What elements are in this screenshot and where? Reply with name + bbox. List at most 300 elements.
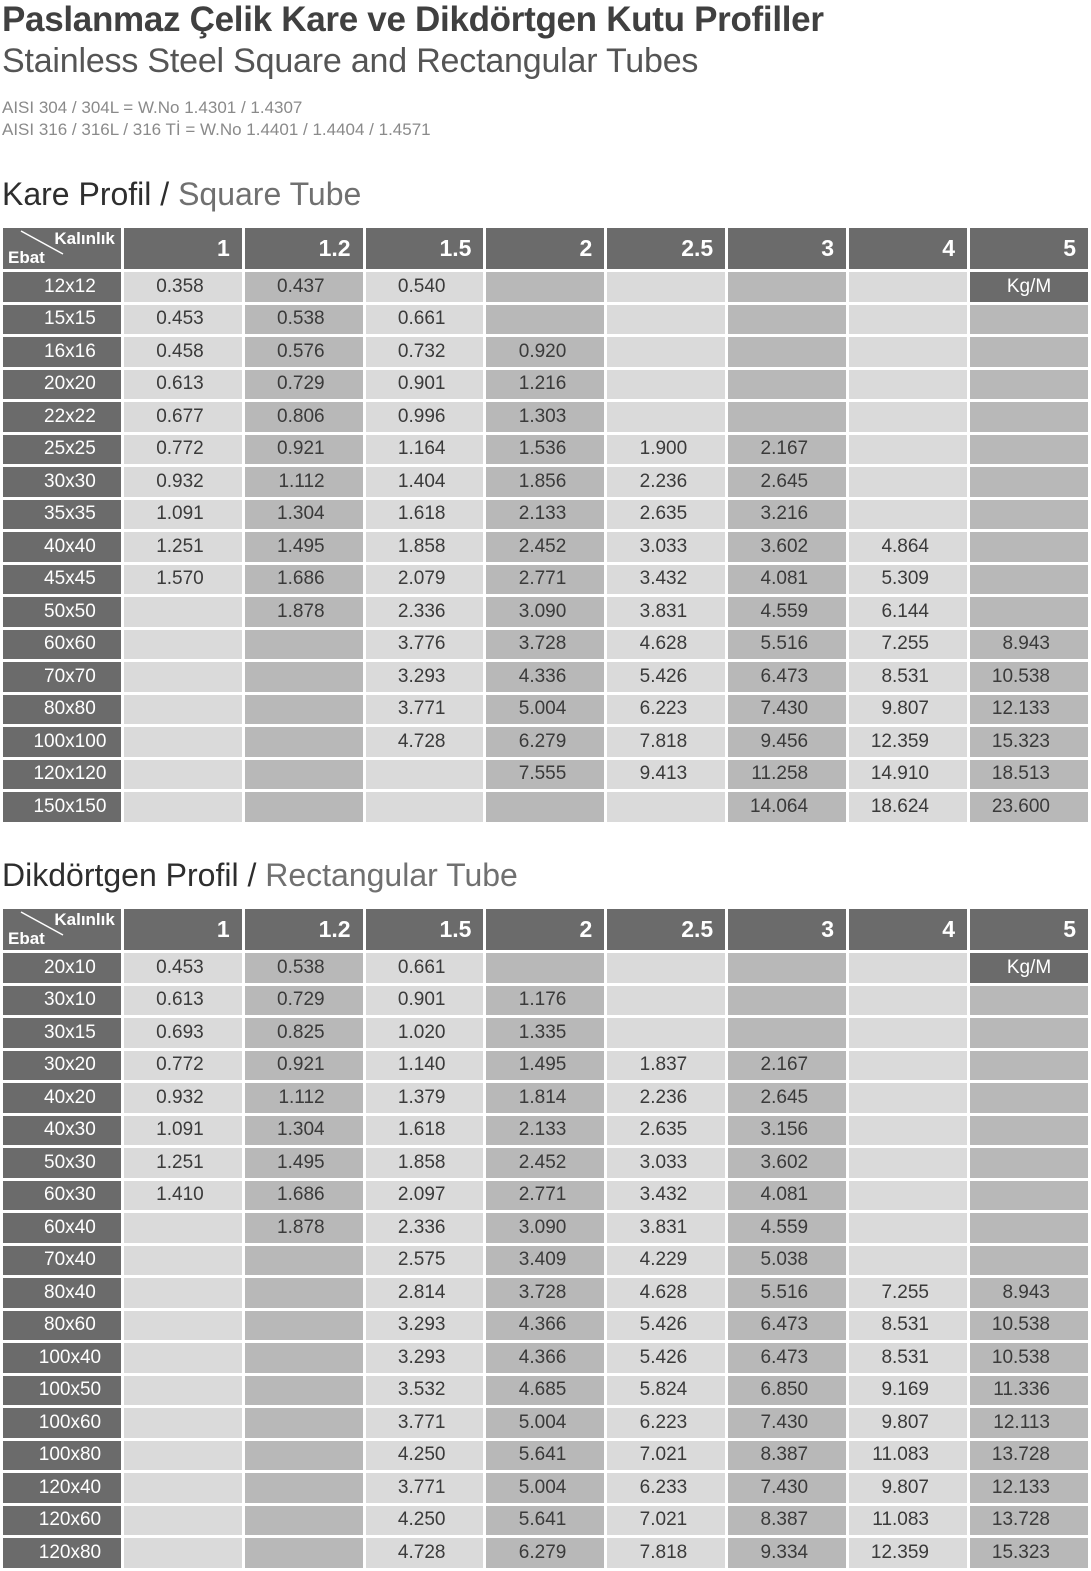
weight-cell: 2.336 bbox=[366, 597, 484, 627]
weight-cell: 6.223 bbox=[607, 695, 725, 725]
weight-cell: 1.495 bbox=[486, 1051, 604, 1081]
thickness-header-2-5: 2.5 bbox=[607, 228, 725, 269]
square-title-tr: Kare Profil / bbox=[2, 176, 170, 212]
weight-cell bbox=[124, 792, 242, 822]
weight-cell: 7.255 bbox=[849, 1278, 967, 1308]
weight-cell: 5.641 bbox=[486, 1441, 604, 1471]
weight-cell: 1.379 bbox=[366, 1083, 484, 1113]
weight-cell bbox=[124, 1311, 242, 1341]
weight-cell bbox=[124, 727, 242, 757]
size-cell: 12x12 bbox=[3, 272, 121, 302]
weight-cell: 2.814 bbox=[366, 1278, 484, 1308]
size-cell: 100x40 bbox=[3, 1343, 121, 1373]
weight-cell bbox=[970, 1148, 1088, 1178]
weight-cell bbox=[728, 272, 846, 302]
weight-cell: 6.850 bbox=[728, 1376, 846, 1406]
weight-cell: 4.559 bbox=[728, 597, 846, 627]
weight-cell: 0.996 bbox=[366, 402, 484, 432]
weight-cell: 11.336 bbox=[970, 1376, 1088, 1406]
weight-cell: 0.825 bbox=[245, 1018, 363, 1048]
thickness-header-1: 1 bbox=[124, 909, 242, 950]
weight-cell: 3.728 bbox=[486, 1278, 604, 1308]
weight-cell: 2.645 bbox=[728, 1083, 846, 1113]
weight-cell bbox=[849, 337, 967, 367]
weight-cell: 12.359 bbox=[849, 1538, 967, 1568]
weight-cell: 1.140 bbox=[366, 1051, 484, 1081]
weight-cell: 3.771 bbox=[366, 695, 484, 725]
weight-cell bbox=[486, 272, 604, 302]
size-cell: 60x30 bbox=[3, 1181, 121, 1211]
weight-cell: 5.004 bbox=[486, 695, 604, 725]
weight-cell bbox=[728, 402, 846, 432]
weight-cell bbox=[607, 953, 725, 983]
weight-cell bbox=[607, 792, 725, 822]
weight-cell: 2.575 bbox=[366, 1246, 484, 1276]
thickness-header-4: 4 bbox=[849, 909, 967, 950]
weight-cell: 2.452 bbox=[486, 532, 604, 562]
weight-cell bbox=[245, 1538, 363, 1568]
size-cell: 40x40 bbox=[3, 532, 121, 562]
weight-cell: 4.081 bbox=[728, 1181, 846, 1211]
weight-cell bbox=[607, 337, 725, 367]
weight-cell: 2.635 bbox=[607, 500, 725, 530]
size-cell: 35x35 bbox=[3, 500, 121, 530]
weight-cell: 3.293 bbox=[366, 1311, 484, 1341]
weight-cell: 0.729 bbox=[245, 370, 363, 400]
weight-cell: 4.728 bbox=[366, 727, 484, 757]
weight-cell: 13.728 bbox=[970, 1441, 1088, 1471]
weight-cell: 0.932 bbox=[124, 467, 242, 497]
alloy-line-304: AISI 304 / 304L = W.No 1.4301 / 1.4307 bbox=[2, 98, 303, 117]
weight-cell bbox=[245, 1506, 363, 1536]
table-row bbox=[3, 986, 1088, 1016]
weight-cell: 2.167 bbox=[728, 1051, 846, 1081]
weight-cell: 2.336 bbox=[366, 1213, 484, 1243]
weight-cell: 7.430 bbox=[728, 1473, 846, 1503]
table-row bbox=[3, 337, 1088, 367]
weight-cell: 2.079 bbox=[366, 565, 484, 595]
thickness-header-1: 1 bbox=[124, 228, 242, 269]
weight-cell: 0.661 bbox=[366, 953, 484, 983]
size-cell: 70x70 bbox=[3, 662, 121, 692]
weight-cell: 1.251 bbox=[124, 532, 242, 562]
weight-cell: 2.133 bbox=[486, 1116, 604, 1146]
table-row bbox=[3, 1538, 1088, 1568]
table-row bbox=[3, 272, 1088, 302]
weight-cell bbox=[970, 1246, 1088, 1276]
weight-cell: 6.144 bbox=[849, 597, 967, 627]
weight-cell bbox=[607, 272, 725, 302]
weight-cell: 3.831 bbox=[607, 1213, 725, 1243]
weight-cell bbox=[728, 1018, 846, 1048]
weight-cell: 3.728 bbox=[486, 630, 604, 660]
table-row bbox=[3, 1441, 1088, 1471]
weight-cell bbox=[970, 597, 1088, 627]
weight-cell bbox=[245, 760, 363, 790]
weight-cell: 12.113 bbox=[970, 1408, 1088, 1438]
weight-cell: 3.432 bbox=[607, 1181, 725, 1211]
size-cell: 22x22 bbox=[3, 402, 121, 432]
rectangular-header-row bbox=[3, 909, 1088, 950]
weight-cell: 9.456 bbox=[728, 727, 846, 757]
weight-cell bbox=[970, 1181, 1088, 1211]
weight-cell: 2.167 bbox=[728, 435, 846, 465]
weight-cell: 6.473 bbox=[728, 662, 846, 692]
weight-cell bbox=[486, 792, 604, 822]
weight-cell bbox=[245, 630, 363, 660]
thickness-header-3: 3 bbox=[728, 909, 846, 950]
weight-cell bbox=[849, 435, 967, 465]
weight-cell: 1.303 bbox=[486, 402, 604, 432]
weight-cell: 4.728 bbox=[366, 1538, 484, 1568]
weight-cell: 2.236 bbox=[607, 467, 725, 497]
weight-cell bbox=[849, 467, 967, 497]
size-cell: 100x100 bbox=[3, 727, 121, 757]
weight-cell bbox=[970, 1018, 1088, 1048]
weight-cell: 8.387 bbox=[728, 1506, 846, 1536]
weight-cell bbox=[970, 1083, 1088, 1113]
weight-cell bbox=[245, 1311, 363, 1341]
weight-cell: 2.236 bbox=[607, 1083, 725, 1113]
weight-cell bbox=[124, 695, 242, 725]
weight-cell: 1.495 bbox=[245, 532, 363, 562]
weight-cell: 18.624 bbox=[849, 792, 967, 822]
weight-cell: 7.430 bbox=[728, 695, 846, 725]
table-row bbox=[3, 662, 1088, 692]
weight-cell: 0.921 bbox=[245, 1051, 363, 1081]
weight-cell bbox=[970, 305, 1088, 335]
weight-cell bbox=[124, 1441, 242, 1471]
weight-cell: 10.538 bbox=[970, 1311, 1088, 1341]
weight-cell: 9.334 bbox=[728, 1538, 846, 1568]
weight-cell: 0.729 bbox=[245, 986, 363, 1016]
weight-cell bbox=[849, 370, 967, 400]
weight-cell: 0.693 bbox=[124, 1018, 242, 1048]
weight-cell: 3.293 bbox=[366, 662, 484, 692]
size-cell: 100x80 bbox=[3, 1441, 121, 1471]
weight-cell bbox=[124, 1408, 242, 1438]
weight-cell: 0.437 bbox=[245, 272, 363, 302]
size-cell: 20x10 bbox=[3, 953, 121, 983]
size-cell: 30x20 bbox=[3, 1051, 121, 1081]
unit-label: Kg/M bbox=[970, 272, 1088, 302]
weight-cell: 0.901 bbox=[366, 370, 484, 400]
weight-cell: 3.409 bbox=[486, 1246, 604, 1276]
weight-cell: 1.618 bbox=[366, 1116, 484, 1146]
square-section-title bbox=[2, 176, 361, 213]
weight-cell bbox=[245, 1343, 363, 1373]
weight-cell: 0.358 bbox=[124, 272, 242, 302]
weight-cell: 5.426 bbox=[607, 1311, 725, 1341]
weight-cell: 1.216 bbox=[486, 370, 604, 400]
weight-cell: 1.814 bbox=[486, 1083, 604, 1113]
weight-cell: 0.932 bbox=[124, 1083, 242, 1113]
size-cell: 45x45 bbox=[3, 565, 121, 595]
table-row bbox=[3, 630, 1088, 660]
weight-cell bbox=[849, 953, 967, 983]
weight-cell bbox=[970, 1051, 1088, 1081]
weight-cell: 5.004 bbox=[486, 1408, 604, 1438]
weight-cell: 1.410 bbox=[124, 1181, 242, 1211]
weight-cell: 4.864 bbox=[849, 532, 967, 562]
weight-cell bbox=[124, 630, 242, 660]
weight-cell: 0.538 bbox=[245, 305, 363, 335]
size-cell: 16x16 bbox=[3, 337, 121, 367]
weight-cell bbox=[728, 370, 846, 400]
weight-cell: 7.430 bbox=[728, 1408, 846, 1438]
weight-cell bbox=[849, 402, 967, 432]
weight-cell bbox=[970, 532, 1088, 562]
thickness-header-2: 2 bbox=[486, 909, 604, 950]
table-row bbox=[3, 1246, 1088, 1276]
table-row bbox=[3, 760, 1088, 790]
weight-cell bbox=[245, 1246, 363, 1276]
weight-cell bbox=[607, 986, 725, 1016]
weight-cell bbox=[970, 402, 1088, 432]
rectangular-title-tr: Dikdörtgen Profil / bbox=[2, 857, 257, 893]
weight-cell: 15.323 bbox=[970, 1538, 1088, 1568]
weight-cell: 0.538 bbox=[245, 953, 363, 983]
weight-cell bbox=[849, 1116, 967, 1146]
weight-cell: 12.133 bbox=[970, 1473, 1088, 1503]
size-cell: 120x120 bbox=[3, 760, 121, 790]
size-cell: 40x30 bbox=[3, 1116, 121, 1146]
table-row bbox=[3, 435, 1088, 465]
weight-cell bbox=[970, 565, 1088, 595]
weight-cell bbox=[245, 792, 363, 822]
weight-cell bbox=[124, 1343, 242, 1373]
page-subtitle: Stainless Steel Square and Rectangular Tubes bbox=[2, 42, 699, 80]
weight-cell: 2.771 bbox=[486, 565, 604, 595]
table-row bbox=[3, 1051, 1088, 1081]
weight-cell bbox=[728, 953, 846, 983]
weight-cell: 4.081 bbox=[728, 565, 846, 595]
table-row bbox=[3, 1343, 1088, 1373]
weight-cell: 1.251 bbox=[124, 1148, 242, 1178]
weight-cell: 1.404 bbox=[366, 467, 484, 497]
weight-cell bbox=[970, 435, 1088, 465]
weight-cell: 1.900 bbox=[607, 435, 725, 465]
weight-cell bbox=[245, 1376, 363, 1406]
thickness-header-1-5: 1.5 bbox=[366, 909, 484, 950]
weight-cell: 5.426 bbox=[607, 1343, 725, 1373]
weight-cell bbox=[245, 662, 363, 692]
weight-cell: 14.064 bbox=[728, 792, 846, 822]
weight-cell bbox=[849, 1181, 967, 1211]
size-cell: 30x30 bbox=[3, 467, 121, 497]
weight-cell: 12.133 bbox=[970, 695, 1088, 725]
weight-cell: 10.538 bbox=[970, 1343, 1088, 1373]
table-row bbox=[3, 1473, 1088, 1503]
table-row bbox=[3, 727, 1088, 757]
weight-cell: 8.531 bbox=[849, 1311, 967, 1341]
weight-cell bbox=[728, 337, 846, 367]
weight-cell: 4.685 bbox=[486, 1376, 604, 1406]
weight-cell bbox=[849, 500, 967, 530]
weight-cell: 0.806 bbox=[245, 402, 363, 432]
weight-cell: 4.250 bbox=[366, 1506, 484, 1536]
size-cell: 120x60 bbox=[3, 1506, 121, 1536]
weight-cell: 6.233 bbox=[607, 1473, 725, 1503]
weight-cell: 5.309 bbox=[849, 565, 967, 595]
weight-cell: 1.856 bbox=[486, 467, 604, 497]
alloy-line-316: AISI 316 / 316L / 316 Tİ = W.No 1.4401 / 1.4404 / 1.4571 bbox=[2, 120, 431, 139]
size-cell: 150x150 bbox=[3, 792, 121, 822]
unit-label: Kg/M bbox=[970, 953, 1088, 983]
weight-cell bbox=[849, 986, 967, 1016]
weight-cell: 7.021 bbox=[607, 1441, 725, 1471]
corner-size-label: Ebat bbox=[8, 929, 45, 948]
weight-cell: 1.618 bbox=[366, 500, 484, 530]
weight-cell: 6.279 bbox=[486, 1538, 604, 1568]
rectangular-table bbox=[0, 906, 1091, 1571]
weight-cell: 9.807 bbox=[849, 1473, 967, 1503]
size-cell: 40x20 bbox=[3, 1083, 121, 1113]
weight-cell bbox=[849, 1083, 967, 1113]
table-row bbox=[3, 305, 1088, 335]
table-row bbox=[3, 1408, 1088, 1438]
thickness-header-1-2: 1.2 bbox=[245, 909, 363, 950]
weight-cell: 4.628 bbox=[607, 1278, 725, 1308]
weight-cell: 3.216 bbox=[728, 500, 846, 530]
weight-cell: 8.531 bbox=[849, 1343, 967, 1373]
table-row bbox=[3, 1018, 1088, 1048]
corner-size-label: Ebat bbox=[8, 248, 45, 267]
weight-cell: 5.038 bbox=[728, 1246, 846, 1276]
size-cell: 30x15 bbox=[3, 1018, 121, 1048]
table-row bbox=[3, 1278, 1088, 1308]
weight-cell: 14.910 bbox=[849, 760, 967, 790]
weight-cell bbox=[124, 1538, 242, 1568]
thickness-header-2: 2 bbox=[486, 228, 604, 269]
weight-cell: 3.293 bbox=[366, 1343, 484, 1373]
weight-cell bbox=[124, 1213, 242, 1243]
weight-cell: 0.613 bbox=[124, 986, 242, 1016]
page-title: Paslanmaz Çelik Kare ve Dikdörtgen Kutu Profiller bbox=[2, 0, 824, 39]
weight-cell bbox=[607, 370, 725, 400]
weight-cell: 1.878 bbox=[245, 1213, 363, 1243]
table-row bbox=[3, 597, 1088, 627]
weight-cell: 3.090 bbox=[486, 597, 604, 627]
size-cell: 80x80 bbox=[3, 695, 121, 725]
weight-cell: 11.083 bbox=[849, 1441, 967, 1471]
weight-cell: 4.366 bbox=[486, 1311, 604, 1341]
weight-cell: 9.807 bbox=[849, 1408, 967, 1438]
weight-cell: 7.818 bbox=[607, 1538, 725, 1568]
weight-cell: 0.921 bbox=[245, 435, 363, 465]
size-cell: 50x30 bbox=[3, 1148, 121, 1178]
table-row bbox=[3, 1181, 1088, 1211]
weight-cell bbox=[970, 467, 1088, 497]
weight-cell: 1.091 bbox=[124, 500, 242, 530]
weight-cell: 7.555 bbox=[486, 760, 604, 790]
square-header-row bbox=[3, 228, 1088, 269]
weight-cell bbox=[124, 1278, 242, 1308]
weight-cell: 1.570 bbox=[124, 565, 242, 595]
weight-cell: 1.020 bbox=[366, 1018, 484, 1048]
square-table bbox=[0, 225, 1091, 825]
weight-cell bbox=[607, 402, 725, 432]
weight-cell: 0.661 bbox=[366, 305, 484, 335]
weight-cell: 1.686 bbox=[245, 1181, 363, 1211]
weight-cell: 10.538 bbox=[970, 662, 1088, 692]
weight-cell bbox=[849, 1018, 967, 1048]
weight-cell: 3.033 bbox=[607, 532, 725, 562]
weight-cell bbox=[849, 305, 967, 335]
weight-cell: 7.818 bbox=[607, 727, 725, 757]
size-cell: 120x80 bbox=[3, 1538, 121, 1568]
weight-cell: 1.164 bbox=[366, 435, 484, 465]
weight-cell: 0.576 bbox=[245, 337, 363, 367]
weight-cell: 3.602 bbox=[728, 532, 846, 562]
weight-cell bbox=[245, 1408, 363, 1438]
weight-cell: 0.732 bbox=[366, 337, 484, 367]
weight-cell bbox=[245, 695, 363, 725]
weight-cell: 2.635 bbox=[607, 1116, 725, 1146]
table-row bbox=[3, 532, 1088, 562]
weight-cell bbox=[970, 1213, 1088, 1243]
weight-cell bbox=[245, 1278, 363, 1308]
thickness-header-2-5: 2.5 bbox=[607, 909, 725, 950]
weight-cell bbox=[124, 1473, 242, 1503]
size-cell: 60x40 bbox=[3, 1213, 121, 1243]
weight-cell: 2.645 bbox=[728, 467, 846, 497]
weight-cell bbox=[970, 337, 1088, 367]
weight-cell bbox=[124, 1246, 242, 1276]
weight-cell: 5.426 bbox=[607, 662, 725, 692]
weight-cell: 1.091 bbox=[124, 1116, 242, 1146]
weight-cell: 1.837 bbox=[607, 1051, 725, 1081]
size-cell: 120x40 bbox=[3, 1473, 121, 1503]
weight-cell bbox=[970, 370, 1088, 400]
table-row bbox=[3, 1116, 1088, 1146]
weight-cell bbox=[124, 662, 242, 692]
table-row bbox=[3, 695, 1088, 725]
weight-cell: 2.097 bbox=[366, 1181, 484, 1211]
weight-cell bbox=[849, 1246, 967, 1276]
weight-cell: 23.600 bbox=[970, 792, 1088, 822]
weight-cell bbox=[849, 272, 967, 302]
weight-cell bbox=[245, 1441, 363, 1471]
size-cell: 20x20 bbox=[3, 370, 121, 400]
weight-cell: 8.943 bbox=[970, 1278, 1088, 1308]
size-cell: 50x50 bbox=[3, 597, 121, 627]
weight-cell: 1.536 bbox=[486, 435, 604, 465]
size-cell: 60x60 bbox=[3, 630, 121, 660]
size-cell: 100x50 bbox=[3, 1376, 121, 1406]
weight-cell bbox=[366, 792, 484, 822]
weight-cell bbox=[970, 986, 1088, 1016]
weight-cell: 8.943 bbox=[970, 630, 1088, 660]
weight-cell: 0.613 bbox=[124, 370, 242, 400]
thickness-header-5: 5 bbox=[970, 909, 1088, 950]
weight-cell: 3.771 bbox=[366, 1473, 484, 1503]
weight-cell bbox=[245, 727, 363, 757]
weight-cell bbox=[970, 1116, 1088, 1146]
weight-cell: 3.776 bbox=[366, 630, 484, 660]
weight-cell: 3.432 bbox=[607, 565, 725, 595]
weight-cell bbox=[728, 305, 846, 335]
corner-thickness-label: Kalınlık bbox=[54, 910, 115, 929]
weight-cell: 13.728 bbox=[970, 1506, 1088, 1536]
weight-cell: 3.090 bbox=[486, 1213, 604, 1243]
thickness-header-1-5: 1.5 bbox=[366, 228, 484, 269]
weight-cell: 0.677 bbox=[124, 402, 242, 432]
weight-cell bbox=[849, 1148, 967, 1178]
weight-cell bbox=[849, 1213, 967, 1243]
weight-cell: 4.628 bbox=[607, 630, 725, 660]
weight-cell bbox=[486, 953, 604, 983]
